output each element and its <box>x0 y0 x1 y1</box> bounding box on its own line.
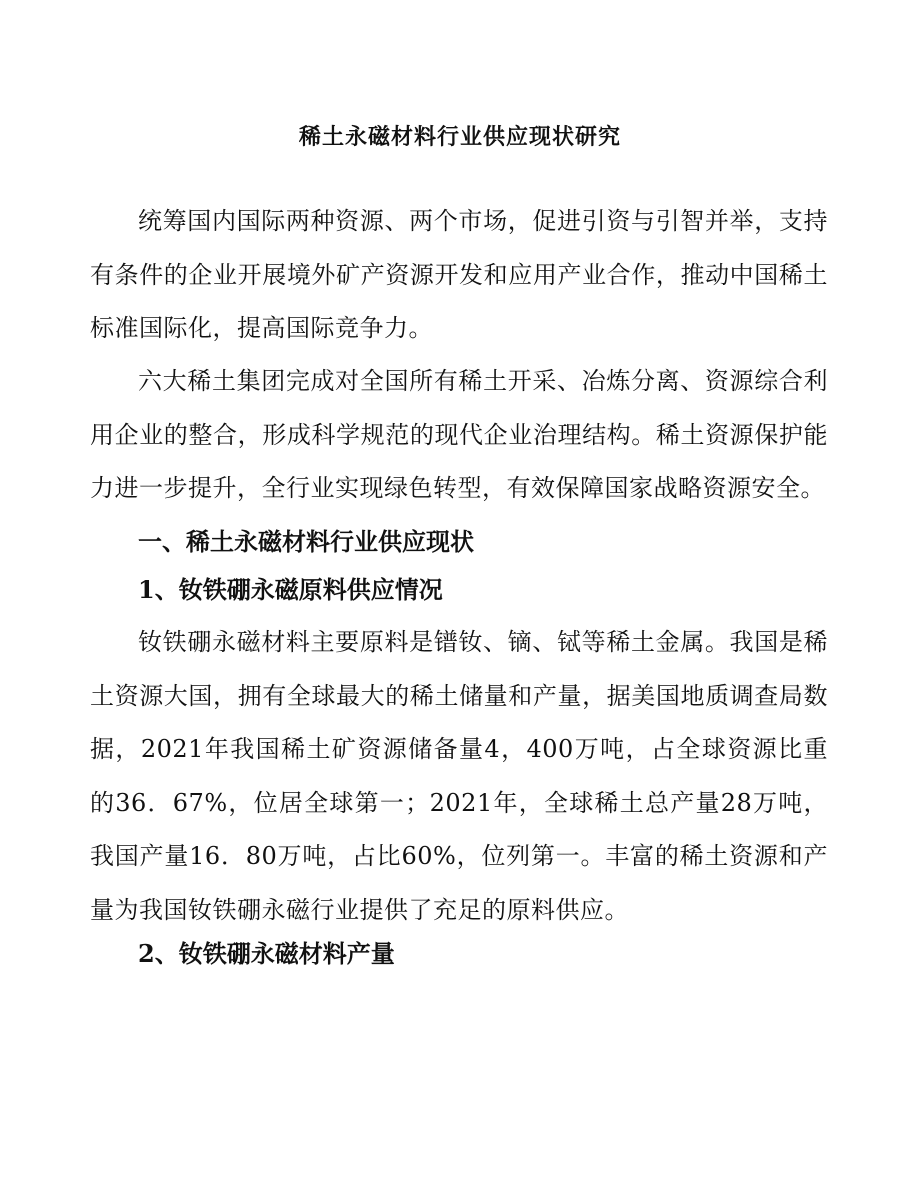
document-title: 稀土永磁材料行业供应现状研究 <box>298 124 621 150</box>
subsection-1-heading: 1、钕铁硼永磁原料供应情况 <box>138 575 443 604</box>
paragraph-integration: 六大稀土集团完成对全国所有稀土开采、冶炼分离、资源综合利用企业的整合，形成科学规范的现代企业治理结构。稀土资源保护能力进一步提升，全行业实现绿色转型，有效保障国家战略资源安全。 <box>90 367 828 502</box>
subsection-1-body: 钕铁硼永磁材料主要原料是镨钕、镝、铽等稀土金属。我国是稀土资源大国，拥有全球最大的稀土储量和产量，据美国地质调查局数据，2021年我国稀土矿资源储备量4，400万吨，占全球资源比重的36．67%，位居全球第一；2021年，全球稀土总产量28万吨，我国产量16．80万吨，占比60%，位列第一。丰富的稀土资源和产量为我国钕铁硼永磁行业提供了充足的原料供应。 <box>90 628 828 924</box>
subsection-2-heading: 2、钕铁硼永磁材料产量 <box>138 939 395 968</box>
paragraph-intro: 统筹国内国际两种资源、两个市场，促进引资与引智并举，支持有条件的企业开展境外矿产资源开发和应用产业合作，推动中国稀土标准国际化，提高国际竞争力。 <box>90 207 828 342</box>
section-heading: 一、稀土永磁材料行业供应现状 <box>138 527 474 556</box>
